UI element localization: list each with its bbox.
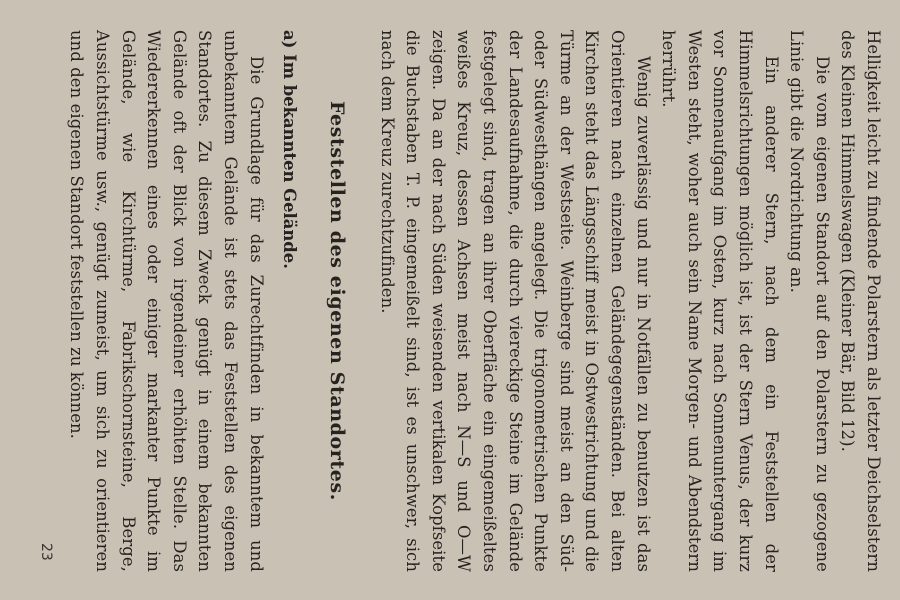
page-number: 23: [38, 543, 54, 561]
paragraph-venus: Ein anderer Stern, nach dem ein Feststellen der Himmelsrichtungen möglich ist, ist der Stern Venus, der kurz vor Sonnenaufgang im Osten, kurz nach Sonnenuntergang im Westen steht, woher auch sein Name Morgen- und Abendstern herrührt.: [659, 30, 781, 572]
paragraph-bekanntes-gelaende: Die Grundlage für das Zurechtfinden in bekanntem und unbekanntem Gelände ist stets das Feststellen des eigenen Standortes. Zu diesem Zweck genügt in einem bekannten Gelände oft der Blick von irgendeiner erhöhten Stelle. Das Wiedererkennen eines oder einiger markanter Punkte im Gelände, wie Kirchtürme, Fabrikschornsteine, Berge, Aussichtstürme usw., genügt zumeist, um sich zu orientieren und den eigenen Standort feststellen zu können.: [67, 30, 266, 572]
paragraph-gelaendegegenstaende: Wenig zuverlässig und nur in Notfällen zu benutzen ist das Orientieren nach einzelnen Geländegegenständen. Bei alten Kirchen steht das Längsschiff meist in Ostwestrichtung und die Türme an der Westseite. Weinberge sind meist an den Süd- oder Südwesthängen angelegt. Die trigonometrischen Punkte der Landesaufnahme, die durch viereckige Steine im Gelände festgelegt sind, tragen an ihrer Oberfläche ein eingemeißeltes weißes Kreuz, dessen Achsen meist nach N—S und O—W zeigen. Da an der nach Süden weisenden vertikalen Kopfseite die Buchstaben T. P. eingemeißelt sind, ist es unschwer, sich nach dem Kreuz zurechtzufinden.: [377, 30, 653, 572]
paragraph-polarstern: Helligkeit leicht zu findende Polarstern als letzter Deichselstern des Kleinen Himmelswagen (Kleiner Bär, Bild 12).: [838, 30, 883, 572]
section-heading: Feststellen des eigenen Standortes.: [326, 101, 349, 501]
subsection-heading: a) Im bekannten Gelände.: [280, 30, 300, 269]
paragraph-nordrichtung: Die vom eigenen Standort auf den Polarstern zu gezogene Linie gibt die Nordrichtung an.: [787, 30, 832, 572]
